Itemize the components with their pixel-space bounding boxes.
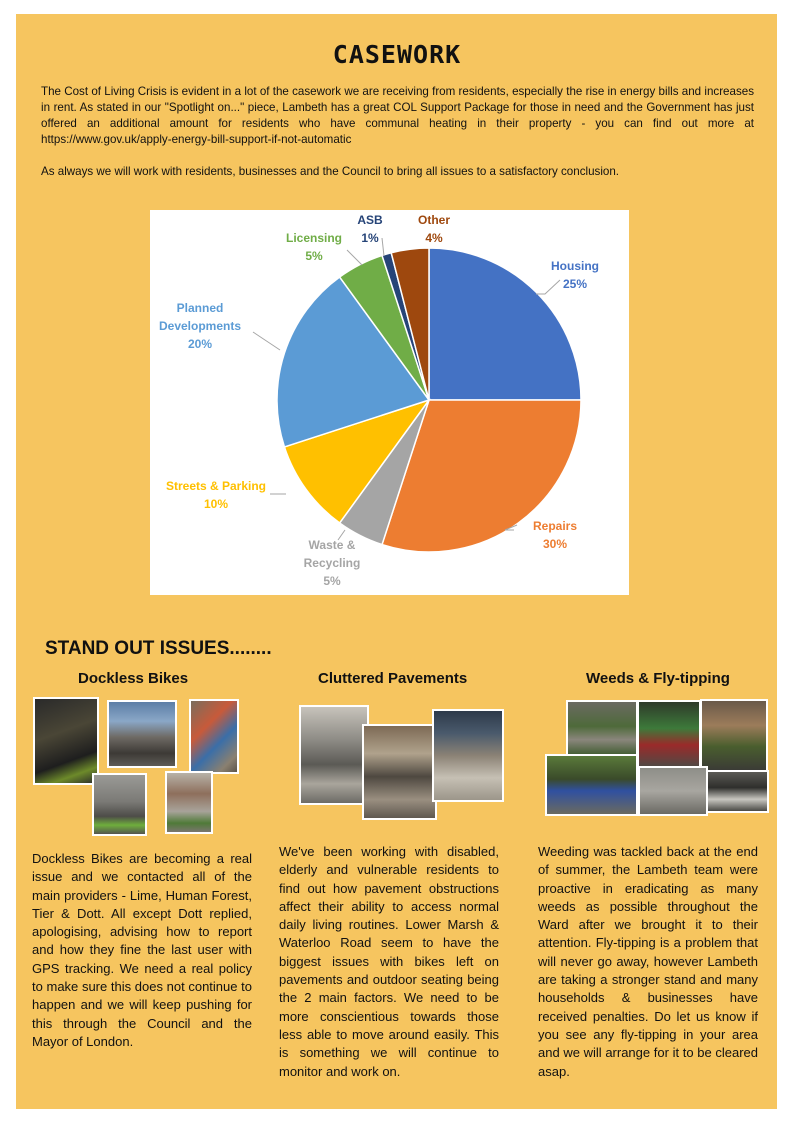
pie-leader-line [253,332,280,350]
pie-label-value: 30% [542,537,568,551]
bike-photo-4 [92,773,147,836]
weeds-flytipping-text: Weeding was tackled back at the end of summer, the Lambeth team were proactive in eradicating as many weeds as possible throughout the Ward after we brought it to their attention. Fly-tipping is a problem that will never go away, however Lambeth are taking a stronger stand and many households & businesses have received penalties. Do let us know if you see any fly-tipping in your area and we will arrange for it to be cleared asap. [538,844,758,1079]
pie-label-name: Waste & [308,538,356,552]
pie-label-value: 4% [425,231,443,245]
pie-label-name: Repairs [532,519,578,533]
pie-label-value: 20% [187,337,213,351]
page-title: CASEWORK [332,40,462,69]
intro-text [41,84,754,196]
cluttered-pavements-title: Cluttered Pavements [318,670,468,687]
pie-label-name: Developments [158,319,242,333]
pie-label-name: ASB [357,213,383,227]
bike-photo-1 [33,697,99,785]
pie-label-value: 1% [361,231,379,245]
pie-leader-line [382,238,384,256]
pie-label-value: 5% [323,574,341,588]
standout-heading: STAND OUT ISSUES........ [45,638,272,659]
pie-label-name: Planned [176,301,224,315]
weeds-photo-5 [638,766,708,816]
bike-photo-2 [107,700,177,768]
pie-label-name: Other [417,213,451,227]
casework-pie-chart [150,210,629,595]
weeds-photo-2 [637,700,701,770]
pie-label-value: 25% [562,277,588,291]
pie-leader-line [536,280,560,294]
bike-photo-3 [189,699,239,774]
intro-paragraph-2: As always we will work with residents, businesses and the Council to bring all issues to a satisfactory conclusion. [41,165,620,178]
pie-label-value: 10% [203,497,229,511]
pavement-photo-3 [432,709,504,802]
dockless-bikes-text: Dockless Bikes are becoming a real issue and we contacted all of the main providers - Lime, Human Forest, Tier & Dott. All except Dott replied, apologising, advising how to report and how they fine the last user with GPS tracking. We need a real policy to make sure this does not continue to happen and we will keep pushing for this through the Council and the Mayor of London. [32,851,252,1049]
weeds-photo-6 [706,770,769,813]
dockless-bikes-title: Dockless Bikes [78,670,189,687]
pie-label-name: Housing [551,259,599,273]
pie-label-name: Recycling [303,556,361,570]
intro-paragraph-1: The Cost of Living Crisis is evident in a lot of the casework we are receiving from residents, especially the rise in energy bills and increases in rent. As stated in our "Spotlight on..." piece, Lambeth has a great COL Support Package for those in need and the Government has just offered an additional amount for residents who have communal heating in their property - you can find out more at https://www.gov.uk/apply-energy-bill-support-if-not-automatic [41,85,754,146]
pavement-photo-2 [362,724,437,820]
pie-chart-svg [150,210,629,595]
bike-photo-5 [165,771,213,834]
cluttered-pavements-text: We've been working with disabled, elderly and vulnerable residents to find out how pavement obstructions affect their ability to access normal daily living routines. Lower Marsh & Waterloo Road seem to have the biggest issues with bikes left on pavements and outdoor seating being the 2 main factors. We need to be more conscientious towards those less able to move around easily. This is something we will continue to monitor and work on. [279,844,499,1079]
pie-label-value: 5% [305,249,323,263]
weeds-photo-3 [700,699,768,773]
weeds-flytipping-title: Weeds & Fly-tipping [586,670,730,687]
weeds-photo-4 [545,754,638,816]
pie-leader-line [347,250,362,265]
pie-label-name: Licensing [285,231,343,245]
pie-label-name: Streets & Parking [165,479,267,493]
pavement-photo-1 [299,705,369,805]
weeds-photo-1 [566,700,638,758]
